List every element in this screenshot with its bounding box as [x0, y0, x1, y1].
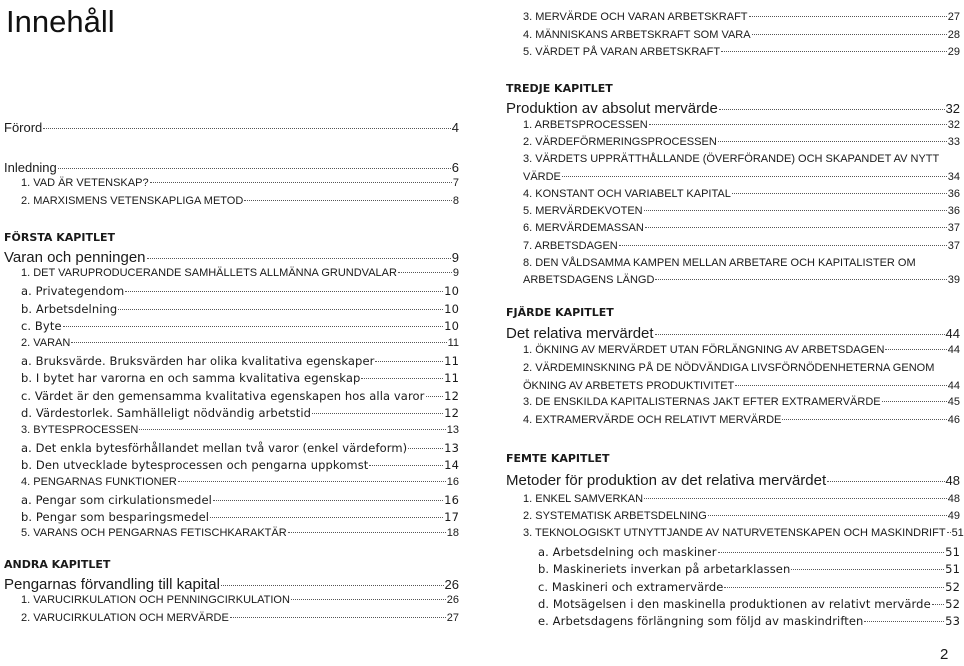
toc-entry-title: 3. DE ENSKILDA KAPITALISTERNAS JAKT EFTER EXTRAMERVÄRDE	[523, 396, 881, 408]
dot-leader	[230, 617, 446, 618]
dot-leader	[178, 481, 446, 482]
toc-entry-page: 18	[446, 527, 459, 539]
dot-leader	[375, 361, 443, 362]
toc-entry-title: b. I bytet har varorna en och samma kvalitativa egenskap	[21, 371, 361, 385]
toc-entry-title: 4. MÄNNISKANS ARBETSKRAFT SOM VARA	[523, 29, 751, 41]
toc-entry-title: 1. ARBETSPROCESSEN	[523, 119, 648, 131]
dot-leader	[139, 429, 445, 430]
toc-entry[interactable]	[4, 302, 459, 316]
dot-leader	[932, 604, 944, 605]
dot-leader	[213, 500, 443, 501]
toc-entry-page: 27	[446, 612, 459, 624]
toc-entry-page: 14	[444, 458, 459, 472]
toc-entry-page: 51	[945, 562, 960, 576]
toc-entry-title: 3. VÄRDETS UPPRÄTTHÅLLANDE (ÖVERFÖRANDE) OCH SKAPANDET AV NYTT	[523, 153, 940, 165]
toc-entry-title: b. Pengar som besparingsmedel	[21, 510, 210, 524]
dot-leader	[644, 498, 947, 499]
dot-leader	[312, 413, 443, 414]
toc-entry-page: 7	[452, 177, 459, 189]
toc-entry-title: 7. ARBETSDAGEN	[523, 240, 618, 252]
page-title: Innehåll	[6, 4, 115, 39]
toc-entry[interactable]	[506, 29, 960, 41]
chapter-heading: FÖRSTA KAPITLET	[4, 231, 115, 244]
toc-entry-page: 48	[947, 493, 960, 505]
toc-entry-title: 2. MARXISMENS VETENSKAPLIGA METOD	[21, 195, 244, 207]
toc-entry-title: a. Privategendom	[21, 284, 125, 298]
toc-entry[interactable]	[506, 414, 960, 426]
dot-leader	[244, 200, 452, 201]
toc-entry[interactable]	[506, 257, 960, 269]
toc-entry-page: 10	[444, 284, 459, 298]
toc-entry-page: 44	[947, 380, 960, 392]
toc-entry-page: 12	[444, 406, 459, 420]
toc-entry-page: 44	[947, 344, 960, 356]
toc-entry-title: 5. VÄRDET PÅ VARAN ARBETSKRAFT	[523, 46, 721, 58]
toc-entry-page: 26	[446, 594, 459, 606]
toc-entry[interactable]	[4, 284, 459, 298]
toc-entry-page: 52	[945, 580, 960, 594]
toc-entry-page: 27	[947, 11, 960, 23]
toc-entry-title: c. Maskineri och extramervärde	[538, 580, 724, 594]
toc-entry-title: a. Arbetsdelning och maskiner	[538, 545, 717, 559]
toc-entry-page: 52	[945, 597, 960, 611]
toc-entry[interactable]	[4, 594, 459, 606]
toc-entry[interactable]	[4, 177, 459, 189]
toc-entry-page: 13	[444, 441, 459, 455]
dot-leader	[426, 396, 444, 397]
toc-entry-title: 2. VARAN	[21, 337, 71, 349]
toc-entry-page: 13	[446, 424, 459, 436]
toc-entry[interactable]	[4, 527, 459, 539]
dot-leader	[752, 34, 947, 35]
dot-leader	[150, 182, 452, 183]
toc-entry[interactable]	[4, 493, 459, 507]
toc-entry-title: a. Pengar som cirkulationsmedel	[21, 493, 212, 507]
dot-leader	[735, 385, 946, 386]
toc-entry[interactable]	[4, 249, 459, 266]
toc-entry-title: 3. MERVÄRDE OCH VARAN ARBETSKRAFT	[523, 11, 748, 23]
toc-entry-title: Det relativa mervärdet	[506, 325, 654, 342]
toc-entry-title: c. Värdet är den gemensamma kvalitativa egenskapen hos alla varor	[21, 389, 425, 403]
toc-entry-page: 10	[444, 302, 459, 316]
toc-entry[interactable]	[506, 597, 960, 611]
dot-leader	[58, 168, 451, 169]
toc-entry-title: 5. MERVÄRDEKVOTEN	[523, 205, 643, 217]
toc-entry-title: b. Maskineriets inverkan på arbetarklassen	[538, 562, 791, 576]
toc-entry[interactable]	[506, 380, 960, 392]
toc-entry-page: 39	[947, 274, 960, 286]
toc-entry[interactable]	[506, 493, 960, 505]
toc-entry[interactable]	[506, 188, 960, 200]
toc-entry-page: 32	[945, 101, 960, 116]
toc-entry[interactable]	[506, 510, 960, 522]
toc-entry[interactable]	[4, 424, 459, 436]
dot-leader	[291, 599, 446, 600]
dot-leader	[369, 465, 443, 466]
toc-entry-page: 26	[444, 577, 459, 592]
toc-entry-page: 46	[947, 414, 960, 426]
dot-leader	[791, 569, 944, 570]
toc-entry-page: 36	[947, 205, 960, 217]
toc-entry-title: 2. VÄRDEMINSKNING PÅ DE NÖDVÄNDIGA LIVSFÖRNÖDENHETERNA GENOM	[523, 362, 935, 374]
dot-leader	[724, 587, 944, 588]
toc-entry-title: 1. DET VARUPRODUCERANDE SAMHÄLLETS ALLMÄNNA GRUNDVALAR	[21, 267, 397, 279]
toc-entry-title: ÖKNING AV ARBETETS PRODUKTIVITET	[523, 380, 735, 392]
toc-entry[interactable]	[4, 319, 459, 333]
toc-entry-page: 11	[447, 337, 459, 349]
toc-entry-page: 49	[947, 510, 960, 522]
toc-entry[interactable]	[4, 612, 459, 624]
toc-entry[interactable]	[506, 11, 960, 23]
toc-entry-title: 4. KONSTANT OCH VARIABELT KAPITAL	[523, 188, 731, 200]
dot-leader	[732, 193, 947, 194]
dot-leader	[398, 272, 452, 273]
toc-entry-title: 8. DEN VÅLDSAMMA KAMPEN MELLAN ARBETARE OCH KAPITALISTER OM	[523, 257, 916, 269]
toc-entry-title: e. Arbetsdagens förlängning som följd av maskindriften	[538, 614, 864, 628]
toc-entry-title: 6. MERVÄRDEMASSAN	[523, 222, 644, 234]
toc-entry[interactable]	[506, 325, 960, 342]
toc-entry-page: 4	[451, 120, 459, 135]
toc-entry[interactable]	[506, 205, 960, 217]
toc-entry-page: 16	[444, 493, 459, 507]
toc-entry-page: 28	[947, 29, 960, 41]
toc-entry-page: 12	[444, 389, 459, 403]
toc-entry[interactable]	[4, 476, 459, 488]
dot-leader	[408, 448, 443, 449]
toc-entry-title: a. Bruksvärde. Bruksvärden har olika kvalitativa egenskaper	[21, 354, 375, 368]
toc-entry-title: b. Den utvecklade bytesprocessen och pengarna uppkomst	[21, 458, 369, 472]
toc-entry[interactable]	[506, 562, 960, 576]
toc-entry-title: c. Byte	[21, 319, 62, 333]
dot-leader	[125, 291, 443, 292]
toc-entry-title: 1. ÖKNING AV MERVÄRDET UTAN FÖRLÄNGNING AV ARBETSDAGEN	[523, 344, 885, 356]
toc-entry[interactable]	[506, 171, 960, 183]
toc-entry-page: 8	[452, 195, 459, 207]
dot-leader	[655, 279, 946, 280]
toc-entry-page: 11	[444, 371, 459, 385]
toc-entry-title: 2. VÄRDEFÖRMERINGSPROCESSEN	[523, 136, 717, 148]
toc-entry[interactable]	[506, 153, 960, 165]
dot-leader	[71, 342, 446, 343]
dot-leader	[644, 210, 947, 211]
dot-leader	[361, 378, 443, 379]
toc-entry[interactable]	[4, 458, 459, 472]
toc-entry-title: a. Det enkla bytesförhållandet mellan två varor (enkel värdeform)	[21, 441, 408, 455]
toc-entry-title: 2. VARUCIRKULATION OCH MERVÄRDE	[21, 612, 229, 624]
toc-entry-title: Inledning	[4, 160, 57, 175]
dot-leader	[947, 532, 951, 533]
toc-entry[interactable]	[506, 100, 960, 117]
toc-entry[interactable]	[506, 240, 960, 252]
toc-entry-page: 29	[947, 46, 960, 58]
toc-entry-page: 34	[947, 171, 960, 183]
dot-leader	[882, 401, 947, 402]
toc-entry-title: 1. ENKEL SAMVERKAN	[523, 493, 644, 505]
toc-entry-page: 53	[945, 614, 960, 628]
toc-entry-page: 16	[446, 476, 459, 488]
toc-entry-title: Pengarnas förvandling till kapital	[4, 576, 220, 593]
toc-entry-page: 48	[945, 473, 960, 488]
dot-leader	[649, 124, 947, 125]
dot-leader	[43, 128, 450, 129]
toc-entry[interactable]	[506, 362, 960, 374]
toc-entry-title: Förord	[4, 120, 43, 135]
dot-leader	[221, 585, 444, 586]
toc-entry-page: 6	[451, 160, 459, 175]
toc-entry[interactable]	[506, 222, 960, 234]
chapter-heading: TREDJE KAPITLET	[506, 82, 613, 95]
toc-entry-title: b. Arbetsdelning	[21, 302, 118, 316]
dot-leader	[708, 515, 947, 516]
dot-leader	[562, 176, 947, 177]
toc-entry[interactable]	[4, 120, 459, 135]
toc-entry[interactable]	[4, 510, 459, 524]
dot-leader	[147, 258, 451, 259]
chapter-heading: ANDRA KAPITLET	[4, 558, 111, 571]
toc-entry[interactable]	[506, 274, 960, 286]
toc-entry[interactable]	[4, 389, 459, 403]
toc-entry-page: 45	[947, 396, 960, 408]
toc-entry[interactable]	[506, 396, 960, 408]
chapter-heading: FJÄRDE KAPITLET	[506, 306, 614, 319]
dot-leader	[645, 227, 947, 228]
toc-entry-title: Metoder för produktion av det relativa mervärdet	[506, 472, 827, 489]
toc-entry-title: 1. VAD ÄR VETENSKAP?	[21, 177, 149, 189]
toc-entry[interactable]	[506, 119, 960, 131]
toc-entry-page: 37	[947, 240, 960, 252]
toc-entry[interactable]	[4, 576, 459, 593]
toc-entry-title: ARBETSDAGENS LÄNGD	[523, 274, 655, 286]
dot-leader	[210, 517, 443, 518]
toc-entry-page: 51	[945, 545, 960, 559]
toc-entry-page: 33	[947, 136, 960, 148]
dot-leader	[749, 16, 947, 17]
toc-entry[interactable]	[506, 580, 960, 594]
toc-entry-title: 5. VARANS OCH PENGARNAS FETISCHKARAKTÄR	[21, 527, 287, 539]
toc-entry-page: 9	[452, 267, 459, 279]
toc-entry[interactable]	[506, 527, 964, 539]
toc-entry-page: 11	[444, 354, 459, 368]
dot-leader	[885, 349, 946, 350]
dot-leader	[619, 245, 947, 246]
dot-leader	[288, 532, 446, 533]
toc-entry-page: 9	[451, 250, 459, 265]
dot-leader	[719, 109, 945, 110]
toc-entry-page: 37	[947, 222, 960, 234]
toc-entry[interactable]	[506, 614, 960, 628]
toc-entry-title: 3. BYTESPROCESSEN	[21, 424, 139, 436]
toc-entry[interactable]	[4, 195, 459, 207]
toc-entry[interactable]	[506, 46, 960, 58]
toc-entry-title: 4. EXTRAMERVÄRDE OCH RELATIVT MERVÄRDE	[523, 414, 782, 426]
toc-entry-title: 1. VARUCIRKULATION OCH PENNINGCIRKULATION	[21, 594, 290, 606]
toc-entry-title: d. Värdestorlek. Samhälleligt nödvändig arbetstid	[21, 406, 312, 420]
toc-entry-title: 4. PENGARNAS FUNKTIONER	[21, 476, 177, 488]
toc-entry[interactable]	[4, 160, 459, 175]
toc-entry[interactable]	[4, 406, 459, 420]
toc-entry[interactable]	[506, 472, 960, 489]
toc-entry[interactable]	[506, 545, 960, 559]
toc-entry-title: 3. TEKNOLOGISKT UTNYTTJANDE AV NATURVETENSKAPEN OCH MASKINDRIFT	[523, 527, 946, 539]
toc-entry[interactable]	[506, 136, 960, 148]
dot-leader	[827, 481, 944, 482]
toc-entry[interactable]	[4, 441, 459, 455]
toc-entry-page: 17	[444, 510, 459, 524]
dot-leader	[718, 141, 947, 142]
toc-entry[interactable]	[506, 344, 960, 356]
toc-entry-title: Varan och penningen	[4, 249, 146, 266]
toc-entry-title: 2. SYSTEMATISK ARBETSDELNING	[523, 510, 707, 522]
dot-leader	[118, 309, 443, 310]
dot-leader	[782, 419, 946, 420]
toc-entry-page: 51	[951, 527, 964, 539]
toc-entry-page: 32	[947, 119, 960, 131]
toc-entry-title: VÄRDE	[523, 171, 561, 183]
toc-entry[interactable]	[4, 337, 459, 349]
toc-entry-page: 44	[945, 326, 960, 341]
dot-leader	[721, 51, 947, 52]
toc-entry[interactable]	[4, 371, 459, 385]
toc-entry-page: 36	[947, 188, 960, 200]
chapter-heading: FEMTE KAPITLET	[506, 452, 610, 465]
toc-entry-title: Produktion av absolut mervärde	[506, 100, 718, 117]
toc-entry[interactable]	[4, 267, 459, 279]
page-number: 2	[940, 646, 949, 663]
toc-entry[interactable]	[4, 354, 459, 368]
toc-entry-title: d. Motsägelsen i den maskinella produktionen av relativt mervärde	[538, 597, 931, 611]
dot-leader	[864, 621, 944, 622]
dot-leader	[63, 326, 444, 327]
dot-leader	[655, 334, 945, 335]
dot-leader	[718, 552, 945, 553]
toc-entry-page: 10	[444, 319, 459, 333]
